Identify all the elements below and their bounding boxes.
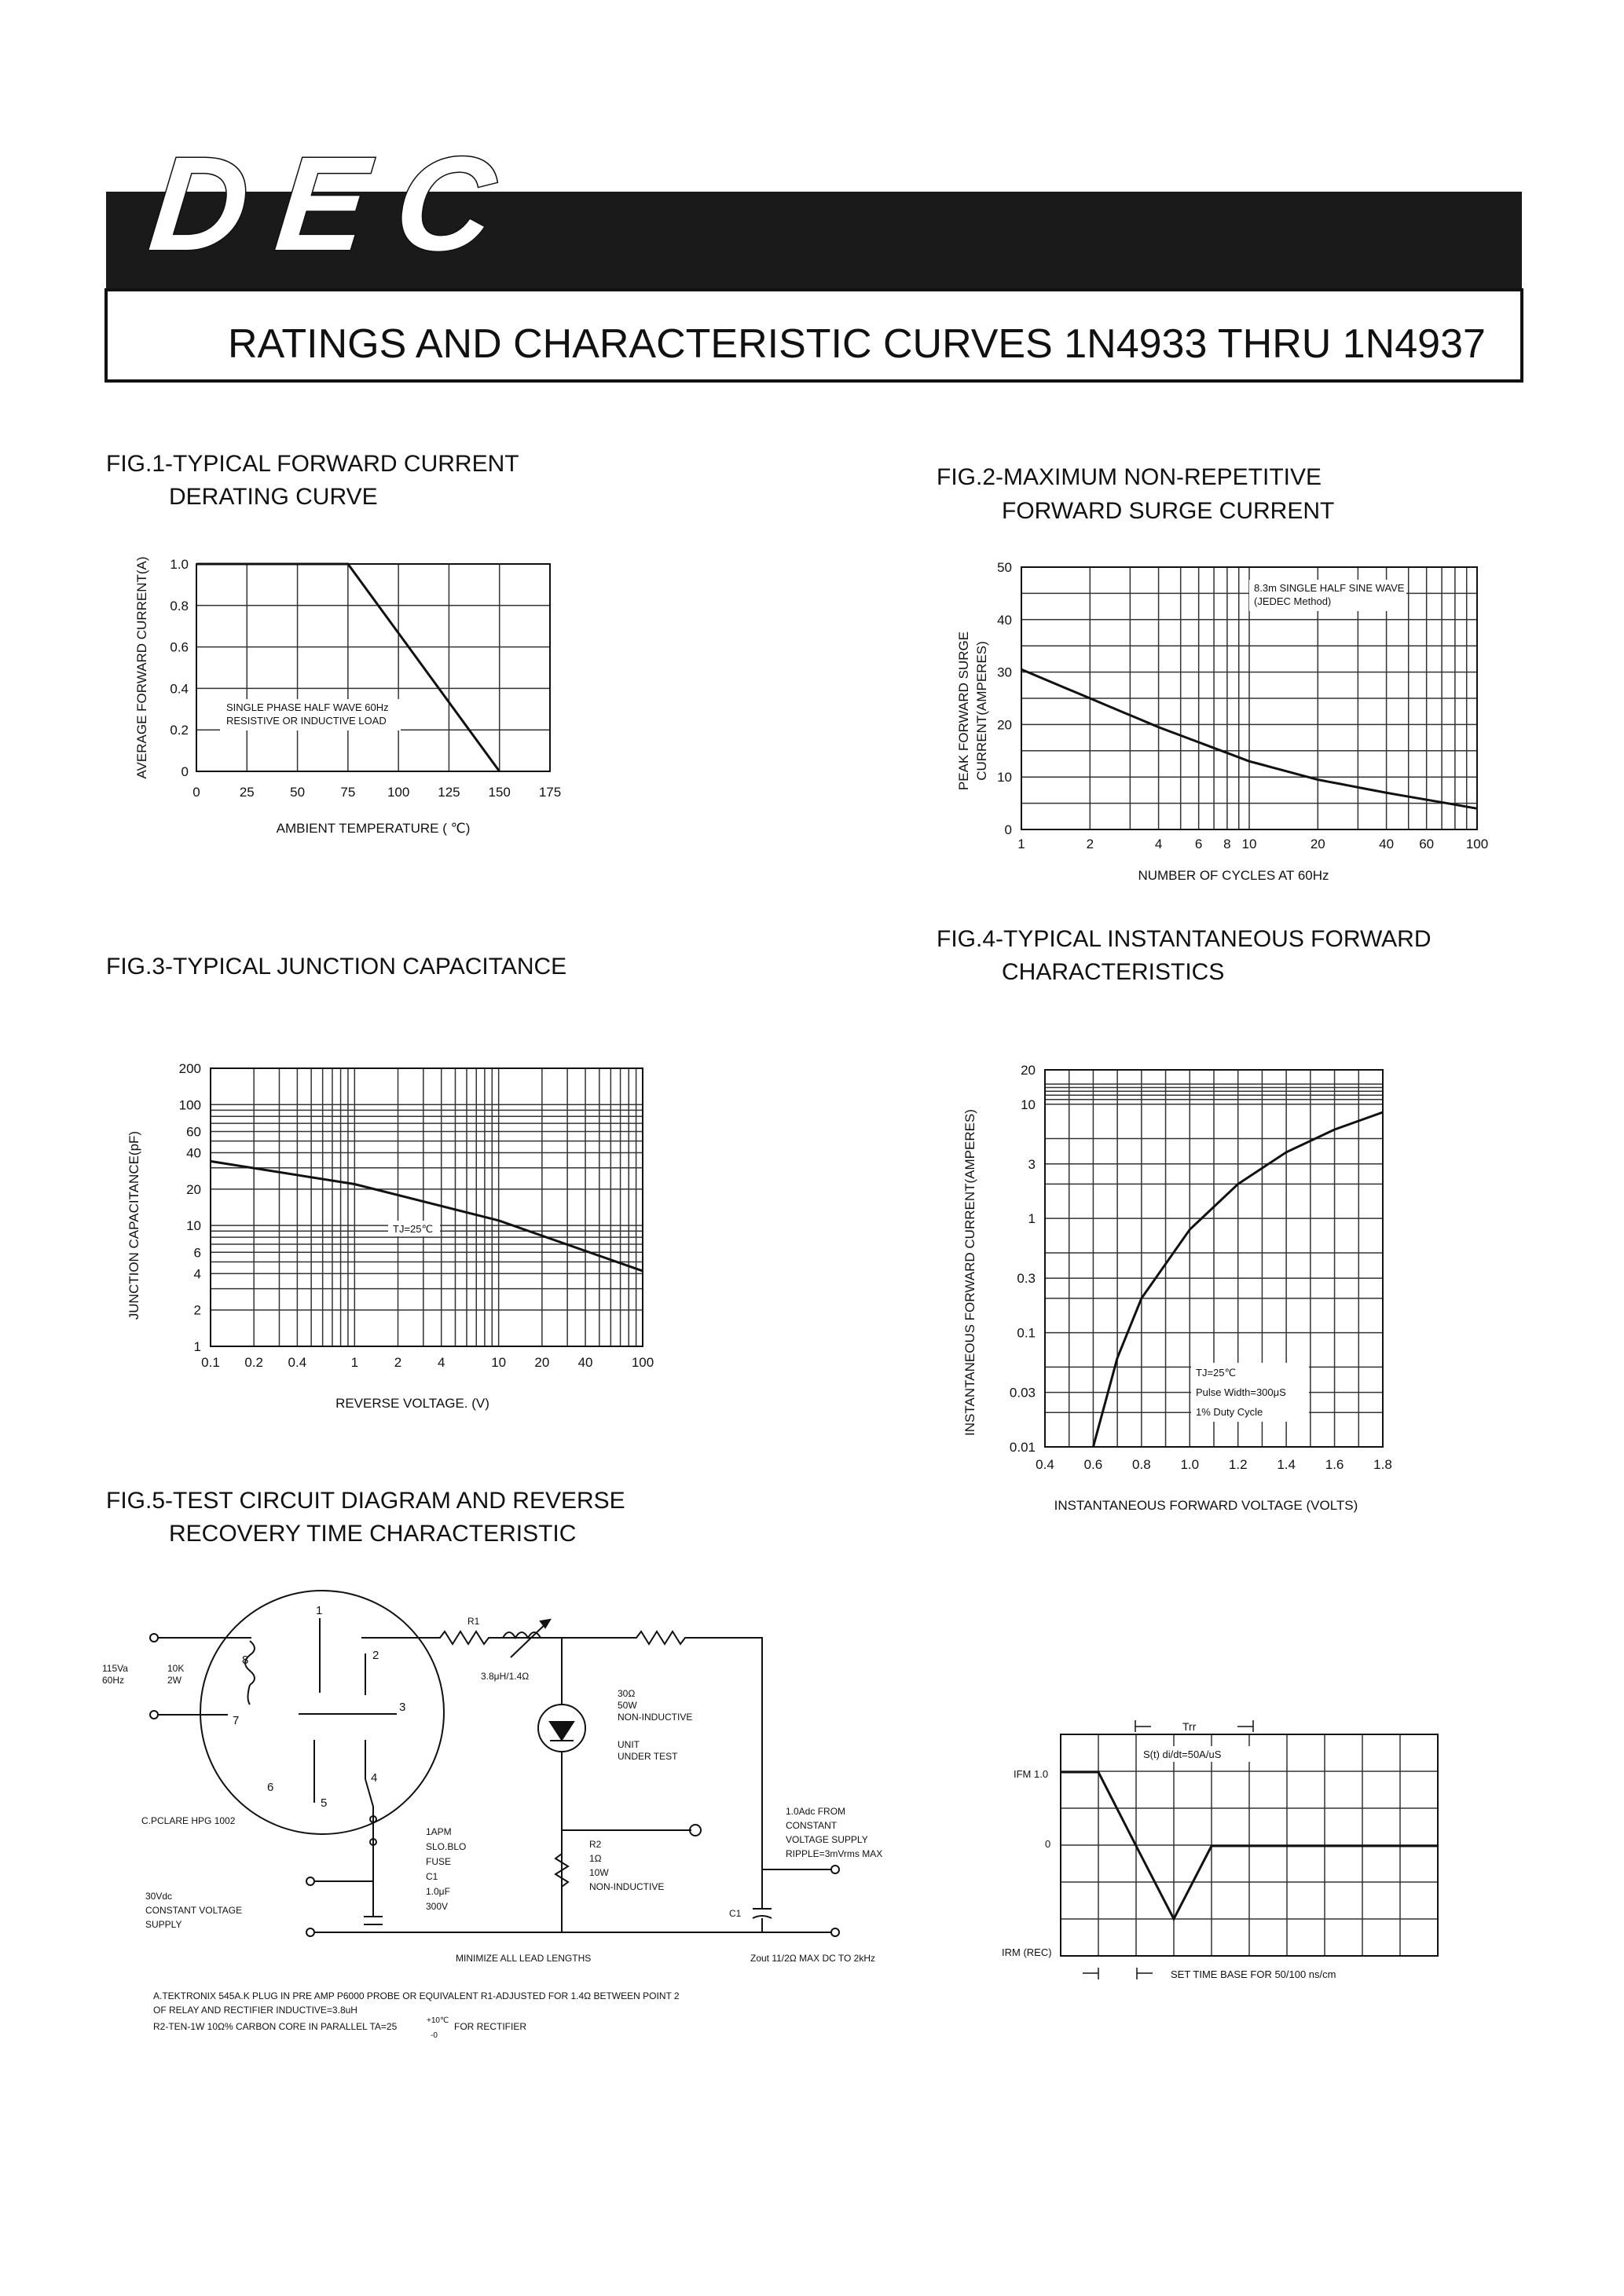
fig2-annotation-line2: (JEDEC Method)	[1254, 595, 1332, 607]
zout-label: Zout 11/2Ω MAX DC TO 2kHz	[750, 1953, 876, 1964]
supply30-label: CONSTANT VOLTAGE	[145, 1905, 243, 1916]
relay-pin-label: 7	[233, 1714, 240, 1727]
diode-symbol	[550, 1722, 574, 1741]
relay-pin-label: 1	[316, 1604, 323, 1617]
fig1-title-line1: FIG.1-TYPICAL FORWARD CURRENT	[106, 451, 519, 477]
relay-pin-label: 3	[399, 1701, 406, 1714]
inductor-label: 3.8μH/1.4Ω	[481, 1671, 530, 1682]
fig2-y-tick: 40	[997, 612, 1012, 628]
fig4-xlabel: INSTANTANEOUS FORWARD VOLTAGE (VOLTS)	[1054, 1498, 1358, 1513]
terminal	[150, 1634, 158, 1642]
source-label: 115Va	[102, 1663, 128, 1674]
r2-label: 10W	[589, 1867, 609, 1878]
fig3-y-tick: 20	[186, 1181, 201, 1197]
fig3-x-tick: 4	[437, 1355, 445, 1370]
fig4	[937, 926, 1432, 1513]
fig3-y-tick: 2	[193, 1302, 201, 1318]
fig3-grid	[211, 1068, 643, 1346]
fig1-frame	[196, 564, 550, 771]
fig4-y-tick: 10	[1021, 1097, 1036, 1112]
fig4-x-tick: 0.6	[1083, 1457, 1103, 1472]
fig2-x-tick: 10	[1241, 837, 1257, 851]
fig2-x-tick: 4	[1154, 837, 1163, 851]
fig3-x-tick: 0.4	[288, 1355, 307, 1370]
fig3-x-tick: 0.2	[244, 1355, 264, 1370]
terminal	[831, 1866, 839, 1873]
supply30-label: 30Vdc	[145, 1891, 173, 1902]
resistor-label: 10K	[167, 1663, 185, 1674]
fig3-x-tick: 0.1	[201, 1355, 220, 1370]
fig4-annotation-line1: TJ=25℃	[1196, 1367, 1237, 1379]
fig3-y-tick: 4	[193, 1266, 201, 1282]
fig2-xlabel: NUMBER OF CYCLES AT 60Hz	[1138, 868, 1329, 883]
fig2-ylabel-line2: CURRENT(AMPERES)	[974, 641, 989, 781]
fig2-x-tick: 60	[1419, 837, 1435, 851]
supply-label: VOLTAGE SUPPLY	[786, 1834, 868, 1845]
fig1-x-tick: 0	[192, 785, 200, 800]
fig3-curve	[211, 1161, 643, 1271]
fig3-x-tick: 20	[534, 1355, 550, 1370]
fig4-x-tick: 0.8	[1132, 1457, 1151, 1472]
header	[106, 130, 1522, 381]
fig1-x-tick: 25	[239, 785, 255, 800]
fuse-label: C1	[426, 1871, 438, 1882]
fig1-ticks	[170, 557, 561, 800]
r30-label: 30Ω	[618, 1688, 636, 1699]
fig4-title-line2: CHARACTERISTICS	[1002, 959, 1225, 985]
fuse-label: 1APM	[426, 1826, 452, 1837]
wire	[361, 1631, 629, 1644]
fig1-x-tick: 50	[290, 785, 306, 800]
fig2-x-tick: 1	[1017, 837, 1025, 851]
note-tolerance-plus: +10℃	[427, 2016, 449, 2025]
fig5b-timebase: SET TIME BASE FOR 50/100 ns/cm	[1171, 1968, 1336, 1980]
minimize-label: MINIMIZE ALL LEAD LENGTHS	[456, 1953, 592, 1964]
fig4-ylabel: INSTANTANEOUS FORWARD CURRENT(AMPERES)	[962, 1109, 977, 1436]
fig4-x-tick: 1.2	[1228, 1457, 1248, 1472]
c1-right-plate-curved	[753, 1916, 772, 1918]
supply-label: CONSTANT	[786, 1820, 838, 1831]
r2-label: R2	[589, 1839, 602, 1850]
note-line: A.TEKTRONIX 545A.K PLUG IN PRE AMP P6000 PROBE OR EQUIVALENT R1-ADJUSTED FOR 1.4Ω BETWEEN POINT 2	[153, 1990, 680, 2001]
fig4-x-tick: 1.8	[1373, 1457, 1392, 1472]
fig1-x-tick: 150	[488, 785, 511, 800]
fig5b-irm: IRM (REC)	[1002, 1946, 1052, 1958]
fig2	[937, 464, 1488, 883]
fig1-x-tick: 125	[438, 785, 460, 800]
terminal	[831, 1928, 839, 1936]
fuse-label: 1.0μF	[426, 1886, 450, 1897]
fig4-y-tick: 3	[1028, 1156, 1036, 1172]
fig3-y-tick: 1	[193, 1339, 201, 1354]
fig3-annotation: TJ=25℃	[393, 1223, 434, 1235]
fig2-y-tick: 0	[1004, 822, 1012, 837]
fig4-annotation-line2: Pulse Width=300μS	[1196, 1386, 1286, 1398]
fig3-x-tick: 10	[491, 1355, 507, 1370]
fuse-label: FUSE	[426, 1856, 452, 1867]
fig1-y-tick: 1.0	[170, 557, 189, 572]
fig3-y-tick: 10	[186, 1218, 201, 1234]
fig2-y-tick: 50	[997, 560, 1012, 575]
relay-pin-label: 2	[372, 1649, 379, 1662]
fig4-y-tick: 0.03	[1009, 1385, 1036, 1401]
fig2-x-tick: 2	[1086, 837, 1094, 851]
fig3-title-line1: FIG.3-TYPICAL JUNCTION CAPACITANCE	[106, 954, 567, 980]
supply-label: 1.0Adc FROM	[786, 1806, 846, 1817]
fig4-x-tick: 1.0	[1180, 1457, 1200, 1472]
fig4-y-tick: 20	[1021, 1063, 1036, 1078]
fig2-ylabel-line1: PEAK FORWARD SURGE	[956, 631, 971, 791]
fig3	[106, 954, 654, 1411]
fig1-annotation-line1: SINGLE PHASE HALF WAVE 60Hz	[226, 701, 389, 713]
fig1-y-tick: 0.8	[170, 598, 189, 613]
note-line: R2-TEN-1W 10Ω% CARBON CORE IN PARALLEL TA=25	[153, 2021, 398, 2032]
fig2-ticks	[997, 560, 1488, 851]
fig5b-zero: 0	[1045, 1838, 1051, 1850]
relay-pin-label: 4	[371, 1771, 378, 1785]
supply30-label: SUPPLY	[145, 1919, 182, 1930]
fig1-x-tick: 75	[340, 785, 356, 800]
fig5-title-line2: RECOVERY TIME CHARACTERISTIC	[169, 1521, 577, 1547]
unit-label: UNIT	[618, 1739, 640, 1750]
probe-terminal	[690, 1825, 701, 1836]
relay-pin-label: 6	[267, 1781, 274, 1794]
fig3-ticks	[179, 1061, 654, 1370]
r30-label: 50W	[618, 1700, 637, 1711]
r30-label: NON-INDUCTIVE	[618, 1712, 693, 1723]
terminal	[150, 1711, 158, 1719]
fig3-x-tick: 1	[350, 1355, 359, 1370]
r1-label: R1	[467, 1616, 480, 1627]
fig1-y-tick: 0.2	[170, 723, 189, 738]
company-logo: DEC	[143, 130, 531, 279]
fig3-y-tick: 40	[186, 1145, 201, 1161]
fig2-y-tick: 10	[997, 770, 1012, 785]
note-line-end: FOR RECTIFIER	[454, 2021, 526, 2032]
fig1-x-tick: 100	[387, 785, 410, 800]
fig2-y-tick: 30	[997, 665, 1012, 680]
relay-coil	[245, 1641, 255, 1705]
fig2-x-tick: 20	[1310, 837, 1325, 851]
fig1-y-tick: 0	[181, 764, 189, 779]
fig2-annotation-line1: 8.3m SINGLE HALF SINE WAVE	[1254, 582, 1405, 594]
fig4-y-tick: 0.01	[1009, 1440, 1036, 1455]
supply-label: RIPPLE=3mVrms MAX	[786, 1848, 883, 1859]
fig1-grid	[196, 564, 550, 771]
fig3-xlabel: REVERSE VOLTAGE. (V)	[335, 1396, 489, 1411]
fig2-x-tick: 8	[1223, 837, 1231, 851]
fig3-ylabel: JUNCTION CAPACITANCE(pF)	[126, 1130, 141, 1320]
fig3-y-tick: 200	[178, 1061, 201, 1076]
fig4-x-tick: 1.4	[1277, 1457, 1296, 1472]
fig5b-trr: Trr	[1182, 1720, 1197, 1733]
fig2-title-line2: FORWARD SURGE CURRENT	[1002, 498, 1335, 524]
r2-label: 1Ω	[589, 1853, 602, 1864]
fig1-xlabel: AMBIENT TEMPERATURE ( ℃)	[276, 821, 471, 836]
fig5-labels	[102, 1616, 882, 2040]
note-line: OF RELAY AND RECTIFIER INDUCTIVE=3.8uH	[153, 2005, 357, 2016]
fuse-label: SLO.BLO	[426, 1841, 467, 1852]
c1-label: C1	[729, 1908, 742, 1919]
fig4-annotation-line3: 1% Duty Cycle	[1196, 1406, 1263, 1418]
r2-label: NON-INDUCTIVE	[589, 1881, 665, 1892]
unit-label: UNDER TEST	[618, 1751, 678, 1762]
fig2-y-tick: 20	[997, 717, 1012, 733]
fig5b-didt: S(t) di/dt=50A/uS	[1143, 1749, 1222, 1760]
relay-pin-label: 8	[242, 1653, 249, 1667]
fig4-y-tick: 0.1	[1017, 1325, 1036, 1341]
fig1	[106, 451, 561, 836]
fig5-title-line1: FIG.5-TEST CIRCUIT DIAGRAM AND REVERSE	[106, 1488, 625, 1514]
page-title: RATINGS AND CHARACTERISTIC CURVES 1N4933 THRU 1N4937	[228, 321, 1486, 367]
relay-label: C.PCLARE HPG 1002	[141, 1815, 236, 1826]
note-tolerance-minus: -0	[431, 2031, 438, 2040]
fig3-y-tick: 6	[193, 1245, 201, 1261]
timebase-marker	[1083, 1968, 1153, 1979]
fig3-y-tick: 100	[178, 1097, 201, 1113]
terminal	[306, 1877, 314, 1885]
fig1-x-tick: 175	[538, 785, 562, 800]
fig5b	[1002, 1720, 1438, 1980]
fig4-title-line1: FIG.4-TYPICAL INSTANTANEOUS FORWARD	[937, 926, 1432, 952]
fig3-x-tick: 100	[631, 1355, 654, 1370]
fuse-label: 300V	[426, 1901, 449, 1912]
fig1-ylabel: AVERAGE FORWARD CURRENT(A)	[134, 556, 149, 779]
fig4-y-tick: 0.3	[1017, 1271, 1036, 1287]
fig1-y-tick: 0.6	[170, 639, 189, 655]
fig5b-ifm: IFM 1.0	[1014, 1768, 1049, 1780]
fig4-y-tick: 1	[1028, 1211, 1036, 1227]
terminal	[306, 1928, 314, 1936]
fig1-annotation-line2: RESISTIVE OR INDUCTIVE LOAD	[226, 715, 387, 727]
fig5-circuit	[150, 1591, 839, 1936]
source-label: 60Hz	[102, 1675, 125, 1686]
relay-pin-label: 5	[321, 1796, 328, 1810]
fig2-x-tick: 6	[1194, 837, 1203, 851]
fig3-x-tick: 2	[394, 1355, 402, 1370]
resistor-label: 2W	[167, 1675, 181, 1686]
fig2-x-tick: 100	[1465, 837, 1489, 851]
fig2-x-tick: 40	[1379, 837, 1395, 851]
fig1-title-line2: DERATING CURVE	[169, 484, 378, 510]
fig3-y-tick: 60	[186, 1124, 201, 1140]
fig2-title-line1: FIG.2-MAXIMUM NON-REPETITIVE	[937, 464, 1322, 490]
fig4-x-tick: 0.4	[1036, 1457, 1054, 1472]
fig1-y-tick: 0.4	[170, 681, 189, 697]
r2-resistor	[555, 1846, 568, 1895]
fig3-x-tick: 40	[577, 1355, 593, 1370]
wire	[365, 1779, 373, 1842]
fig4-x-tick: 1.6	[1325, 1457, 1344, 1472]
